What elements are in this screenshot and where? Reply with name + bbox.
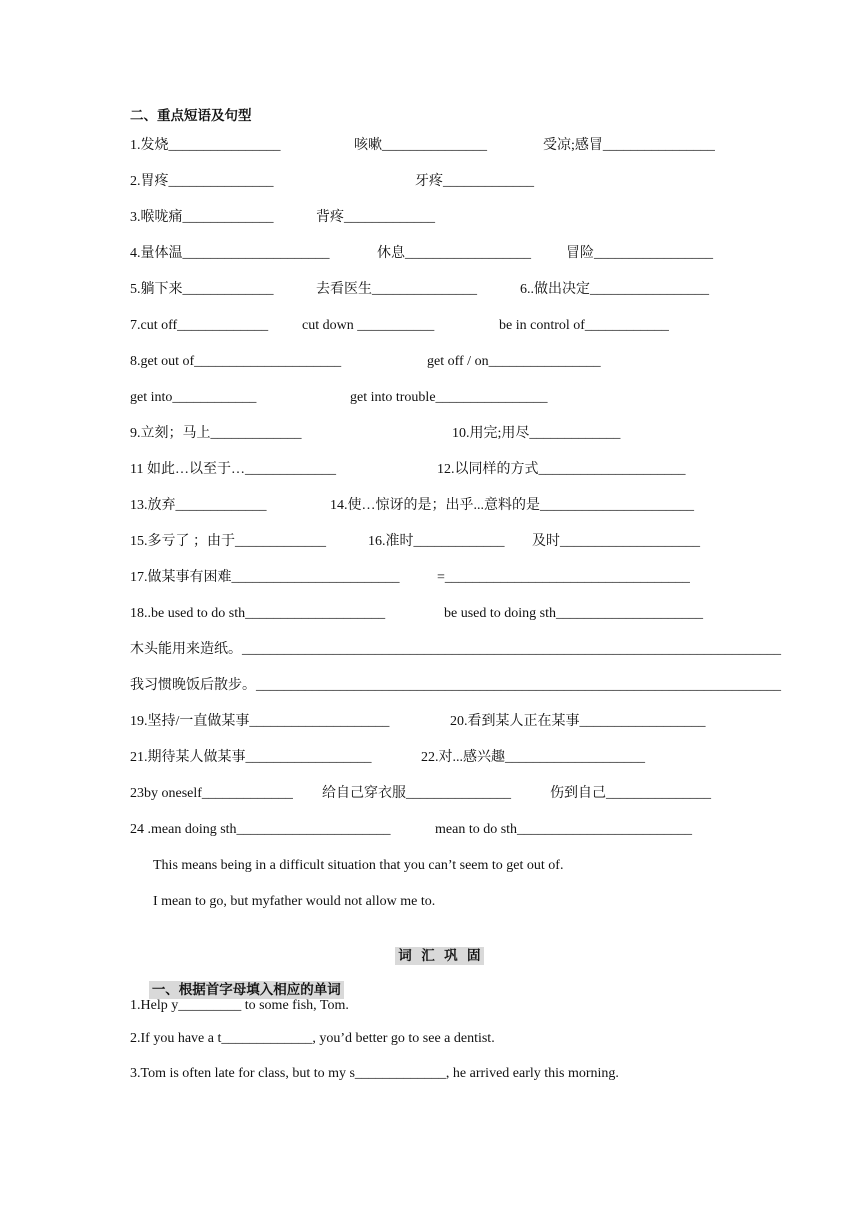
phrase: 冒险_________________: [566, 246, 713, 261]
phrase: 3.喉咙痛_____________: [130, 210, 274, 225]
vocab-heading-text: 词 汇 巩 固: [395, 947, 483, 965]
phrase: 11 如此…以至于…_____________: [130, 462, 336, 477]
phrase: 12.以同样的方式_____________________: [437, 462, 686, 477]
phrase: 13.放弃_____________: [130, 498, 267, 513]
phrase: 伤到自己_______________: [550, 786, 711, 801]
phrase: 牙疼_____________: [415, 174, 534, 189]
phrase: 22.对...感兴趣____________________: [421, 750, 645, 765]
phrase: 背疼_____________: [316, 210, 435, 225]
phrase: 8.get out of_____________________: [130, 354, 342, 369]
phrase: be in control of____________: [499, 318, 669, 333]
phrase: 7.cut off_____________: [130, 318, 269, 333]
phrase: 14.使…惊讶的是；出乎...意料的是______________________: [330, 498, 694, 513]
example-sentence: I mean to go, but myfather would not allow me to.: [153, 894, 436, 909]
phrase: 23by oneself_____________: [130, 786, 293, 801]
phrase: 21.期待某人做某事__________________: [130, 750, 372, 765]
phrase: 24 .mean doing sth______________________: [130, 822, 391, 837]
phrase: 4.量体温_____________________: [130, 246, 330, 261]
sentence-translation-2: 我习惯晚饭后散步。___________________________________________________________________________: [130, 678, 781, 693]
phrase: 受凉;感冒________________: [543, 138, 715, 153]
phrase: 1.发烧________________: [130, 138, 281, 153]
phrase: be used to doing sth_____________________: [444, 606, 703, 621]
vocab-item: 1.Help y_________ to some fish, Tom.: [130, 998, 349, 1013]
phrase: 6..做出决定_________________: [520, 282, 709, 297]
phrase: 17.做某事有困难________________________: [130, 570, 400, 585]
phrase: mean to do sth_________________________: [435, 822, 693, 837]
phrase: 去看医生_______________: [316, 282, 477, 297]
phrase: 16.准时_____________: [368, 534, 505, 549]
phrase: 2.胃疼_______________: [130, 174, 274, 189]
phrase: 休息__________________: [377, 246, 531, 261]
phrase: get into____________: [130, 390, 257, 405]
phrase: 咳嗽_______________: [354, 138, 487, 153]
phrase: 15.多亏了 ；由于_____________: [130, 534, 326, 549]
phrase: 20.看到某人正在某事__________________: [450, 714, 706, 729]
vocab-item: 2.If you have a t_____________, you’d better go to see a dentist.: [130, 1031, 495, 1046]
phrase: get off / on________________: [427, 354, 601, 369]
phrase: cut down ___________: [302, 318, 435, 333]
phrase: 18..be used to do sth____________________: [130, 606, 386, 621]
phrase: 5.躺下来_____________: [130, 282, 274, 297]
phrase: 9.立刻；马上_____________: [130, 426, 302, 441]
example-sentence: This means being in a difficult situation that you can’t seem to get out of.: [153, 858, 564, 873]
phrase: 10.用完;用尽_____________: [452, 426, 621, 441]
phrase: 及时____________________: [532, 534, 700, 549]
vocab-heading: [0, 929, 860, 983]
phrase: 给自己穿衣服_______________: [322, 786, 511, 801]
vocab-item: 3.Tom is often late for class, but to my s_____________, he arrived early this morning.: [130, 1066, 619, 1081]
phrase: =___________________________________: [437, 570, 690, 585]
section-title-text: 一、根据首字母填入相应的单词: [149, 981, 344, 999]
section-title: 二、重点短语及句型: [130, 108, 252, 124]
sentence-translation-1: 木头能用来造纸。_____________________________________________________________________________: [130, 642, 781, 657]
phrase: get into trouble________________: [350, 390, 548, 405]
phrase: 19.坚持/一直做某事____________________: [130, 714, 390, 729]
